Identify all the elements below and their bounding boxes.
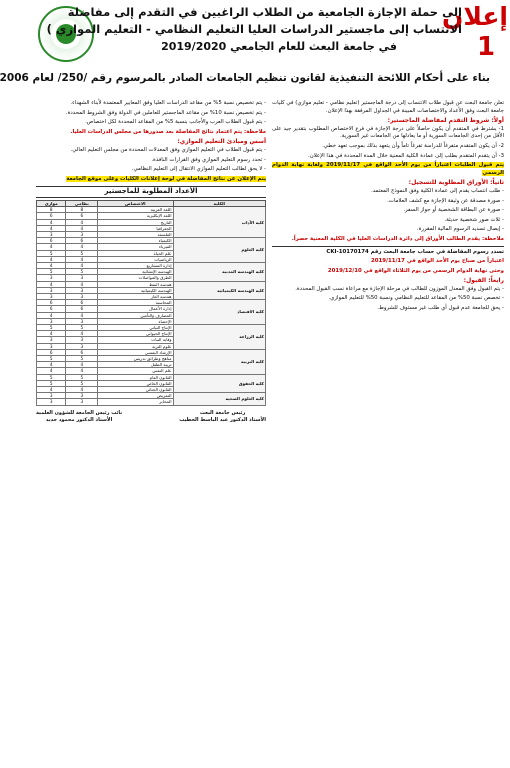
- specialty-cell: الفيزياء: [98, 244, 173, 250]
- regular-count-cell: 3: [66, 399, 98, 405]
- note-results: ملاحظة: يتم اعتماد نتائج المفاضلة بعد صدورها من مجلس الدراسات العليا.: [70, 128, 266, 135]
- regular-count-cell: 3: [66, 287, 98, 293]
- specialty-cell: اللغة الإنكليزية: [98, 213, 173, 219]
- signature-right: [179, 410, 266, 425]
- specialty-cell: الجغرافيا: [98, 225, 173, 231]
- section-documents-title: ثانياً: الأوراق المطلوبة للتسجيل:: [408, 179, 504, 187]
- document-item-2: - صورة مصدقة عن وثيقة الإجازة مع كشف العلامات.: [387, 197, 504, 204]
- parallel-count-cell: 5: [37, 325, 66, 331]
- specialty-cell: الإحصاء: [98, 318, 173, 324]
- regular-count-cell: 5: [66, 269, 98, 275]
- note-documents: ملاحظة: يقدم الطالب الأوراق إلى دائرة الدراسات العليا في الكلية المعنية حصراً.: [291, 235, 504, 242]
- section-parallel-title: أسس ومبادئ التعليم الموازي:: [177, 138, 266, 146]
- header-regular: نظامي: [66, 200, 98, 206]
- section-admission-title: رابعاً: القبول:: [463, 277, 504, 285]
- specialty-cell: الإنتاج النباتي: [98, 325, 173, 331]
- highlight-results: يتم الإعلان عن نتائج المفاضلة في لوحة إعلانات الكليات وعلى موقع الجامعة: [66, 175, 266, 182]
- seats-table: [36, 200, 266, 406]
- faculty-cell: كلية الزراعة: [173, 325, 265, 350]
- table-title: الأعداد المطلوبة للماجستير: [36, 186, 266, 198]
- regular-count-cell: 6: [66, 213, 98, 219]
- specialty-cell: الهندسة الكيميائية: [98, 287, 173, 293]
- parallel-count-cell: 6: [37, 306, 66, 312]
- regular-count-cell: 4: [66, 281, 98, 287]
- regular-count-cell: 5: [66, 325, 98, 331]
- faculty-cell: كلية الهندسة المدنية: [173, 262, 265, 281]
- parallel-count-cell: 4: [37, 331, 66, 337]
- document-item-5: - إيصال تسديد الرسوم المالية المقررة.: [416, 226, 504, 233]
- regular-count-cell: 3: [66, 231, 98, 237]
- regular-count-cell: 3: [66, 337, 98, 343]
- condition-item-1: 1- يشترط في المتقدم أن يكون حاصلاً على درجة الإجازة في فرع الاختصاص المطلوب بتقدير جيد على الأقل من إحدى الجامعات السورية أو ما يعادلها من الجامعات غير السورية.: [272, 125, 504, 140]
- parallel-count-cell: 3: [37, 287, 66, 293]
- condition-item-2: 2- أن يكون المتقدم متفرغاً للدراسة تفرغاً تاماً وأن يتعهد بذلك بموجب تعهد خطي.: [322, 142, 504, 149]
- regular-count-cell: 6: [66, 238, 98, 244]
- regular-count-cell: 4: [66, 219, 98, 225]
- admission-item-2: - تخصص نسبة 50% من المقاعد للتعليم النظامي ونسبة 50% للتعليم الموازي.: [328, 295, 504, 302]
- parallel-count-cell: 4: [37, 312, 66, 318]
- specialty-cell: تربية الطفل: [98, 362, 173, 368]
- specialty-cell: الإنتاج الحيواني: [98, 331, 173, 337]
- specialty-cell: الإرشاد النفسي: [98, 349, 173, 355]
- regular-count-cell: 3: [66, 275, 98, 281]
- specialty-cell: علوم التربة: [98, 343, 173, 349]
- specialty-cell: مناهج وطرائق تدريس: [98, 356, 173, 362]
- parallel-count-cell: 5: [37, 374, 66, 380]
- parallel-count-cell: 4: [37, 387, 66, 393]
- parallel-count-cell: 3: [37, 337, 66, 343]
- specialty-cell: الكيمياء: [98, 238, 173, 244]
- parallel-count-cell: 3: [37, 393, 66, 399]
- parallel-count-cell: 3: [37, 275, 66, 281]
- regular-count-cell: 5: [66, 380, 98, 386]
- left-column: [36, 100, 266, 764]
- specialty-cell: اللغة العربية: [98, 207, 173, 213]
- header-specialty: الاختصاص: [98, 200, 173, 206]
- specialty-cell: الهندسة الإنشائية: [98, 269, 173, 275]
- faculty-cell: كلية العلوم الصحية: [173, 393, 265, 405]
- regular-count-cell: 5: [66, 374, 98, 380]
- signature-left-title: نائب رئيس الجامعة للشؤون العلمية: [36, 409, 123, 416]
- regular-count-cell: 6: [66, 306, 98, 312]
- section-conditions-title: أولاً: شروط التقدم لمفاضلة الماجستير:: [387, 117, 504, 125]
- regular-count-cell: 5: [66, 356, 98, 362]
- parallel-count-cell: 4: [37, 262, 66, 268]
- specialty-cell: المصارف والتأمين: [98, 312, 173, 318]
- parallel-count-cell: 4: [37, 368, 66, 374]
- specialty-cell: التمريض: [98, 393, 173, 399]
- document-item-3: - صورة عن البطاقة الشخصية أو جواز السفر.: [403, 207, 504, 214]
- parallel-count-cell: 8: [37, 207, 66, 213]
- intro-paragraph: تعلن جامعة البعث عن قبول طلاب الانتساب إلى درجة الماجستير (تعليم نظامي - تعليم موازي) في كليات جامعة البعث وفق الأعداد والاختصاصات المبينة في الجداول المرفقة بهذا الإعلان.: [272, 100, 504, 114]
- faculty-cell: كلية التربية: [173, 349, 265, 374]
- header-faculty: الكلية: [173, 200, 265, 206]
- parallel-count-cell: 4: [37, 362, 66, 368]
- specialty-cell: إدارة الأعمال: [98, 306, 173, 312]
- specialty-cell: الطرق والمواصلات: [98, 275, 173, 281]
- parallel-count-cell: 5: [37, 356, 66, 362]
- faculty-cell: كلية العلوم: [173, 238, 265, 263]
- regular-count-cell: 3: [66, 343, 98, 349]
- specialty-cell: علم النفس: [98, 368, 173, 374]
- signature-left-name: الأستاذ الدكتور محمود حديد: [45, 417, 113, 424]
- parallel-count-cell: 4: [37, 219, 66, 225]
- specialty-cell: وقاية النبات: [98, 337, 173, 343]
- announcement-badge: [442, 2, 508, 68]
- badge-number: 1: [476, 32, 496, 62]
- specialty-cell: الفلسفة: [98, 231, 173, 237]
- specialty-cell: القانون الجنائي: [98, 387, 173, 393]
- parallel-count-cell: 3: [37, 293, 66, 299]
- parallel-item-1: - يتم قبول الطلاب في التعليم الموازي وفق المعدلات المحددة من مجلس التعليم العالي.: [70, 146, 266, 153]
- highlight-dates: يتم قبول الطلبات اعتباراً من يوم الأحد الواقع في 2019/11/17 ولغاية نهاية الدوام الرسمي: [272, 162, 504, 176]
- header-line-3: في جامعة البعث للعام الجامعي 2019/2020: [161, 40, 397, 53]
- header-line-4: بناء على أحكام اللائحة التنفيذية لقانون تنظيم الجامعات الصادر بالمرسوم رقم /250/ لعام 2006: [0, 72, 490, 84]
- regular-count-cell: 5: [66, 250, 98, 256]
- regular-count-cell: 4: [66, 362, 98, 368]
- specialty-cell: القانون الخاص: [98, 380, 173, 386]
- regular-count-cell: 6: [66, 349, 98, 355]
- regular-count-cell: 4: [66, 256, 98, 262]
- parallel-count-cell: 5: [37, 269, 66, 275]
- regular-count-cell: 3: [66, 393, 98, 399]
- specialty-cell: هندسة الغاز: [98, 293, 173, 299]
- regular-count-cell: 4: [66, 368, 98, 374]
- parallel-count-cell: 6: [37, 300, 66, 306]
- parallel-count-cell: 3: [37, 318, 66, 324]
- condition-item-3: 3- أن يتقدم المتقدم بطلب إلى عمادة الكلية المعنية خلال المدة المحددة في هذا الإعلان.: [308, 152, 504, 159]
- specialty-cell: القانون العام: [98, 374, 173, 380]
- right-column: [272, 100, 504, 764]
- regular-count-cell: 3: [66, 318, 98, 324]
- badge-word: إعلان: [442, 2, 508, 31]
- parallel-count-cell: 4: [37, 256, 66, 262]
- signatures: [36, 410, 266, 425]
- regular-count-cell: 4: [66, 387, 98, 393]
- quota-item-1: - يتم تخصيص نسبة 5% من مقاعد الدراسات العليا وفق المعايير المعتمدة لأبناء الشهداء.: [70, 100, 266, 106]
- header-parallel: موازي: [37, 200, 66, 206]
- faculty-cell: كلية الاقتصاد: [173, 300, 265, 325]
- parallel-count-cell: 3: [37, 231, 66, 237]
- regular-count-cell: 4: [66, 312, 98, 318]
- specialty-cell: إدارة المشاريع: [98, 262, 173, 268]
- parallel-count-cell: 4: [37, 244, 66, 250]
- fee-account-line: تسدد رسوم المفاضلة في حساب جامعة البعث رقم CKI-10170174: [272, 246, 504, 257]
- signature-right-name: الأستاذ الدكتور عبد الباسط الخطيب: [179, 417, 266, 424]
- faculty-cell: كلية الآداب: [173, 207, 265, 238]
- parallel-count-cell: 5: [37, 380, 66, 386]
- parallel-count-cell: 3: [37, 399, 66, 405]
- specialty-cell: المخابر: [98, 399, 173, 405]
- parallel-count-cell: 3: [37, 343, 66, 349]
- regular-count-cell: 4: [66, 262, 98, 268]
- quota-item-2: - يتم تخصيص نسبة 10% من مقاعد الماجستير للعاملين في الدولة وفق الشروط المحددة.: [65, 109, 266, 116]
- document-item-1: - طلب انتساب يقدم إلى عمادة الكلية وفق النموذج المعتمد.: [371, 187, 504, 194]
- parallel-item-3: - لا يحق لطالب التعليم الموازي الانتقال إلى التعليم النظامي.: [131, 166, 266, 173]
- specialty-cell: التاريخ: [98, 219, 173, 225]
- regular-count-cell: 4: [66, 331, 98, 337]
- regular-count-cell: 4: [66, 225, 98, 231]
- admission-item-3: - يحق للجامعة عدم قبول أي طلب غير مستوف للشروط.: [377, 305, 504, 312]
- parallel-count-cell: 6: [37, 213, 66, 219]
- parallel-count-cell: 4: [37, 225, 66, 231]
- parallel-item-2: - تحدد رسوم التعليم الموازي وفق القرارات النافذة.: [151, 156, 266, 163]
- header-line-1: إلى حملة الإجازة الجامعية من الطلاب الراغبين في التقدم إلى مفاضلة: [67, 5, 462, 19]
- parallel-count-cell: 4: [37, 281, 66, 287]
- specialty-cell: هندسة النفط: [98, 281, 173, 287]
- table-body: [37, 207, 266, 406]
- admission-item-1: - يتم القبول وفق المعدل الموزون للطالب في مرحلة الإجازة مع مراعاة نسب القبول المحددة.: [295, 285, 504, 292]
- specialty-cell: المحاسبة: [98, 300, 173, 306]
- regular-count-cell: 8: [66, 207, 98, 213]
- signature-left: [36, 410, 122, 425]
- regular-count-cell: 4: [66, 244, 98, 250]
- signature-right-title: رئيس جامعة البعث: [199, 409, 246, 416]
- faculty-cell: كلية الهندسة الكيميائية: [173, 281, 265, 300]
- regular-count-cell: 6: [66, 300, 98, 306]
- specialty-cell: الرياضيات: [98, 256, 173, 262]
- parallel-count-cell: 6: [37, 238, 66, 244]
- document-item-4: - ثلاث صور شخصية حديثة.: [444, 216, 504, 223]
- deadline-end: وحتى نهاية الدوام الرسمي من يوم الثلاثاء الواقع في 2019/12/10: [327, 267, 504, 274]
- faculty-cell: كلية الحقوق: [173, 374, 265, 393]
- parallel-count-cell: 6: [37, 349, 66, 355]
- parallel-count-cell: 5: [37, 250, 66, 256]
- regular-count-cell: 3: [66, 293, 98, 299]
- quota-item-3: - يتم قبول الطلاب العرب والأجانب بنسبة 5% من المقاعد المحددة لكل اختصاص.: [85, 119, 266, 126]
- specialty-cell: علم الحياة: [98, 250, 173, 256]
- deadline-start: اعتباراً من صباح يوم الأحد الواقع في 2019/11/17: [370, 258, 504, 265]
- header-line-2: الانتساب إلى ماجستير الدراسات العليا التعليم النظامي - التعليم الموازي ): [46, 22, 462, 36]
- header: [0, 0, 510, 96]
